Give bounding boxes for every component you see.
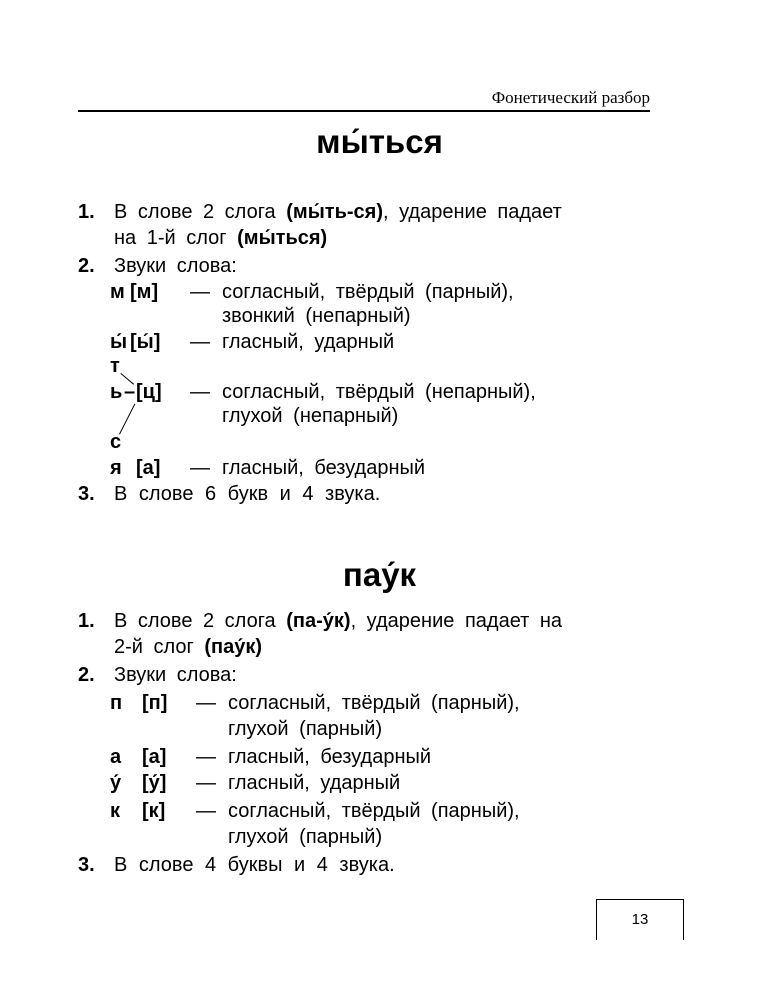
sound-transcription: [к] [142,800,166,822]
dash: — [190,457,210,479]
sound-description: согласный, твёрдый (парный), [228,800,520,822]
sounds-label: Звуки слова: [114,664,237,686]
letter-sound-count: В слове 4 буквы и 4 звука. [114,854,395,876]
sound-description: гласный, безударный [228,746,432,768]
dash: — [190,281,210,303]
item-number: 3. [78,854,95,876]
item-text: , ударение падает [382,201,562,223]
sound-description: согласный, твёрдый (непарный), [222,381,536,403]
syllable-split: (па-у́к) [286,610,351,632]
sound-description: глухой (парный) [228,826,383,848]
letter: к [110,800,121,822]
sound-description: звонкий (непарный) [222,305,411,327]
dash: — [196,746,216,768]
page-number-box [596,899,684,940]
dash: — [190,381,210,403]
letter: у́ [110,772,122,794]
item-text: , ударение падает на [350,610,563,632]
sound-description: глухой (парный) [228,718,383,740]
dash: — [196,800,216,822]
syllable-count-line [114,200,562,224]
connector-dash: – [124,381,136,403]
item-number: 3. [78,483,95,505]
letter-sound-count: В слове 6 букв и 4 звука. [114,483,381,505]
dash: — [196,772,216,794]
letter: а [110,746,122,768]
item-number: 2. [78,255,95,277]
dash: — [196,692,216,714]
stress-line [114,635,262,659]
sound-description: согласный, твёрдый (парный), [222,281,514,303]
letter: т [110,355,120,377]
item-text: на 1-й слог [114,227,227,249]
letter: я [110,457,122,479]
dash: — [190,331,210,353]
connector-line [119,404,135,435]
sound-description: гласный, ударный [222,331,395,353]
item-text: В слове 2 слога [114,610,276,632]
stressed-word: (мы́ться) [237,227,328,249]
letter: ы́ [110,331,128,353]
letter: п [110,692,123,714]
sound-transcription: [а] [136,457,161,479]
sound-description: согласный, твёрдый (парный), [228,692,520,714]
item-text: 2-й слог [114,636,194,658]
sound-transcription: [м] [130,281,159,303]
sound-transcription: [п] [142,692,168,714]
word-heading: мы́ться [316,123,443,160]
syllable-count-line [114,609,562,633]
word-heading: пау́к [342,556,417,593]
sound-description: гласный, безударный [222,457,426,479]
syllable-split: (мы́ть-ся) [286,201,383,223]
page-header [78,86,650,112]
item-number: 1. [78,610,95,632]
sound-transcription: [а] [142,746,167,768]
letter: с [110,431,122,453]
item-number: 1. [78,201,95,223]
letter: м [110,281,125,303]
sound-description: глухой (непарный) [222,405,399,427]
sound-description: гласный, ударный [228,772,401,794]
item-text: В слове 2 слога [114,201,276,223]
stressed-word: (пау́к) [204,636,263,658]
header-title: Фонетический разбор [491,88,650,107]
letter: ь [110,381,123,403]
header-rule [78,110,650,112]
page-number: 13 [631,911,649,928]
sound-transcription: [ы́] [130,331,161,353]
stress-line [114,226,327,250]
sound-transcription: [у́] [142,772,167,794]
item-number: 2. [78,664,95,686]
sounds-label: Звуки слова: [114,255,237,277]
sound-transcription: [ц] [136,381,162,403]
